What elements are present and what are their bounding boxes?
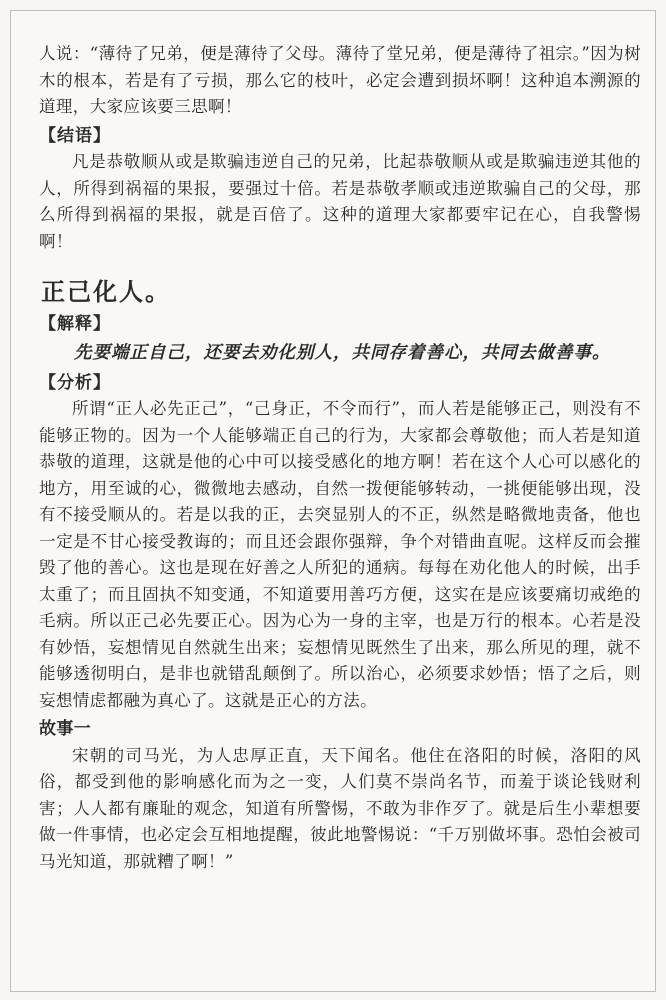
story-heading: 故事一 xyxy=(39,719,92,739)
book-page xyxy=(10,10,656,992)
section-title: 正己化人。 xyxy=(41,278,171,306)
analysis-heading: 【分析】 xyxy=(39,372,111,393)
explain-text: 先要端正自己，还要去劝化别人，共同存着善心，共同去做善事。 xyxy=(74,342,611,363)
explain-heading: 【解释】 xyxy=(39,314,111,334)
conclusion-text: 凡是恭敬顺从或是欺骗违逆自己的兄弟，比起恭敬顺从或是欺骗违逆其他的人，所得到祸福的果报，要强过十倍。若是恭敬孝顺或违逆欺骗自己的父母，那么所得到祸福的果报，就是百倍了。这种的道理大家都要牢记在心，自我警惕啊！ xyxy=(39,152,641,251)
page-content xyxy=(39,41,641,875)
analysis-text: 所谓“正人必先正己”，“己身正，不令而行”，而人若是能够正己，则没有不能够正物的。因为一个人能够端正自己的行为，大家都会尊敬他；而人若是知道恭敬的道理，这就是他的心中可以接受感化的地方啊！若在这个人心可以感化的地方，用至诚的心，微微地去感动，自然一拨便能够转动，一挑便能够出现，没有不接受顺从的。若是以我的正，去突显别人的不正，纵然是略微地责备，他也一定是不甘心接受教诲的；而且还会跟你强辩，争个对错曲直呢。这样反而会摧毁了他的善心。这也是现在好善之人所犯的通病。每每在劝化他人的时候，出手太重了；而且固执不知变通，不知道要用善巧方便，这实在是应该要痛切戒绝的毛病。所以正己必先要正心。因为心为一身的主宰，也是万行的根本。心若是没有妙悟，妄想情见自然就生出来；妄想情见既然生了出来，那么所见的理，就不能够透彻明白，是非也就错乱颠倒了。所以治心，必须要求妙悟；悟了之后，则妄想情虑都融为真心了。这就是正心的方法。 xyxy=(39,399,641,710)
opening-paragraph: 人说：“薄待了兄弟，便是薄待了父母。薄待了堂兄弟，便是薄待了祖宗。”因为树木的根本，若是有了亏损，那么它的枝叶，必定会遭到损坏啊！这种追本溯源的道理，大家应该要三思啊！ xyxy=(39,44,641,116)
story-text: 宋朝的司马光，为人忠厚正直，天下闻名。他住在洛阳的时候，洛阳的风俗，都受到他的影响感化而为之一变，人们莫不崇尚名节，而羞于谈论钱财利害；人人都有廉耻的观念，知道有所警惕，不敢为非作歹了。就是后生小辈想要做一件事情，也必定会互相地提醒，彼此地警惕说：“千万别做坏事。恐怕会被司马光知道，那就糟了啊！” xyxy=(39,745,641,871)
conclusion-heading: 【结语】 xyxy=(39,125,111,146)
